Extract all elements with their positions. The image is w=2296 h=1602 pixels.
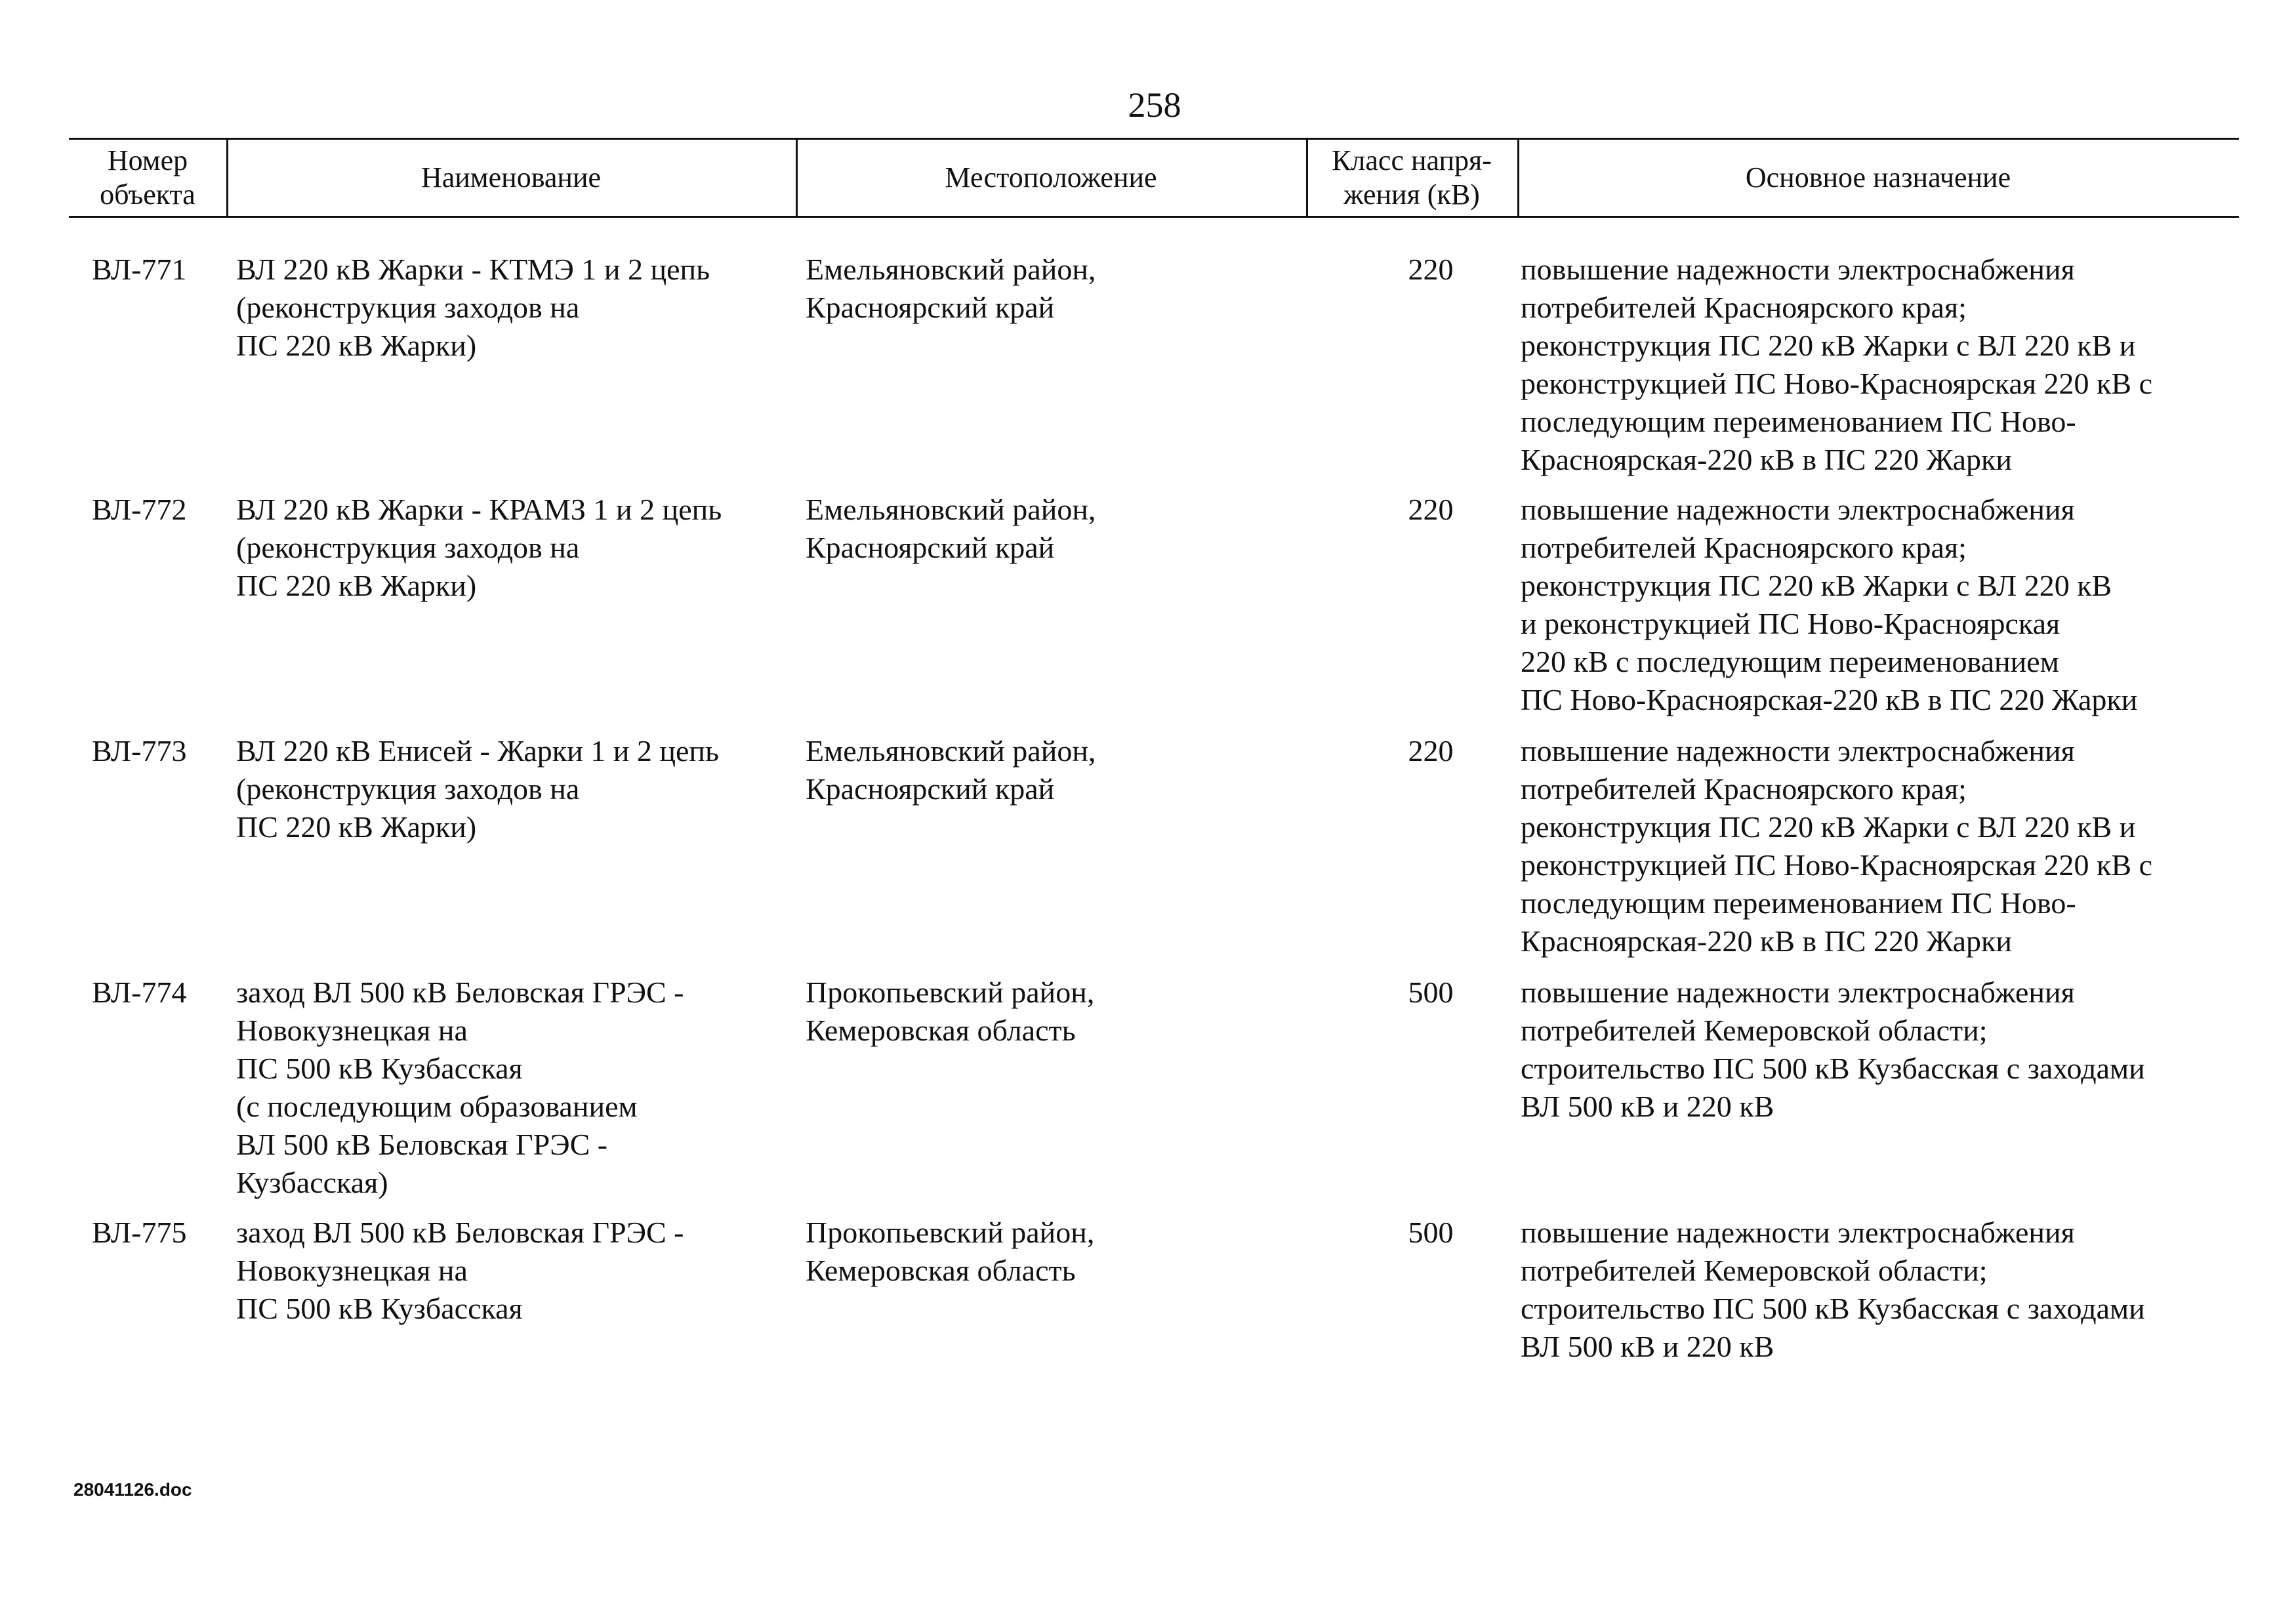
- object-name-line: заход ВЛ 500 кВ Беловская ГРЭС -: [236, 976, 684, 1009]
- voltage-class: 220: [1408, 734, 1454, 768]
- object-number: ВЛ-772: [92, 493, 187, 526]
- table-header: [69, 138, 2239, 218]
- object-location-line: Прокопьевский район,: [806, 1216, 1095, 1249]
- object-name-line: ПС 500 кВ Кузбасская: [236, 1292, 523, 1325]
- object-location-line: Красноярский край: [806, 291, 1055, 324]
- object-purpose-line: повышение надежности электроснабжения: [1521, 734, 2075, 768]
- object-name-line: (с последующим образованием: [236, 1090, 638, 1123]
- object-name: [236, 251, 710, 365]
- object-location: [806, 491, 1096, 567]
- object-purpose-line: 220 кВ с последующим переименованием: [1521, 645, 2059, 678]
- object-location-line: Емельяновский район,: [806, 493, 1096, 526]
- object-name-line: ВЛ 500 кВ Беловская ГРЭС -: [236, 1128, 608, 1161]
- object-purpose-line: реконструкцией ПС Ново-Красноярская 220 кВ с: [1521, 367, 2152, 400]
- object-name-line: (реконструкция заходов на: [236, 291, 580, 324]
- header-voltage-class-line: жения (кВ): [1343, 178, 1480, 211]
- voltage-class: 220: [1408, 493, 1454, 526]
- header-name: Наименование: [420, 161, 602, 194]
- object-name-line: заход ВЛ 500 кВ Беловская ГРЭС -: [236, 1216, 684, 1249]
- object-name-line: ПС 220 кВ Жарки): [236, 569, 477, 602]
- object-name-line: (реконструкция заходов на: [236, 772, 580, 806]
- object-purpose: [1521, 1214, 2145, 1366]
- object-name-line: ПС 220 кВ Жарки): [236, 810, 477, 844]
- header-object-number: [69, 140, 226, 216]
- object-number: ВЛ-771: [92, 253, 187, 286]
- header-purpose: Основное назначение: [1745, 161, 2011, 194]
- object-purpose-line: ПС Ново-Красноярская-220 кВ в ПС 220 Жарки: [1521, 683, 2138, 716]
- object-purpose: [1521, 732, 2152, 960]
- object-location-line: Красноярский край: [806, 772, 1055, 806]
- object-location: [806, 251, 1096, 327]
- object-purpose-line: ВЛ 500 кВ и 220 кВ: [1521, 1330, 1774, 1363]
- object-name-line: (реконструкция заходов на: [236, 531, 580, 564]
- object-purpose-line: повышение надежности электроснабжения: [1521, 253, 2075, 286]
- object-purpose-line: строительство ПС 500 кВ Кузбасская с заходами: [1521, 1052, 2145, 1085]
- object-name-line: ПС 500 кВ Кузбасская: [236, 1052, 523, 1085]
- object-purpose-line: повышение надежности электроснабжения: [1521, 493, 2075, 526]
- object-location-line: Емельяновский район,: [806, 253, 1096, 286]
- object-name-line: Новокузнецкая на: [236, 1014, 468, 1047]
- object-location-line: Емельяновский район,: [806, 734, 1096, 768]
- object-purpose-line: последующим переименованием ПС Ново-: [1521, 886, 2076, 920]
- object-purpose-line: потребителей Кемеровской области;: [1521, 1254, 1988, 1287]
- object-location: [806, 732, 1096, 808]
- object-purpose-line: потребителей Красноярского края;: [1521, 291, 1967, 324]
- object-name: [236, 1214, 684, 1328]
- object-purpose-line: потребителей Красноярского края;: [1521, 531, 1967, 564]
- header-object-number-line: Номер: [107, 144, 188, 176]
- object-purpose: [1521, 251, 2152, 479]
- object-purpose-line: последующим переименованием ПС Ново-: [1521, 405, 2076, 438]
- voltage-class: 500: [1408, 1216, 1454, 1249]
- object-name-line: ПС 220 кВ Жарки): [236, 329, 477, 362]
- object-location: [806, 1214, 1094, 1290]
- object-number: ВЛ-774: [92, 976, 187, 1009]
- voltage-class: 500: [1408, 976, 1454, 1009]
- header-location: Местоположение: [945, 161, 1157, 194]
- object-name-line: ВЛ 220 кВ Жарки - КРАМЗ 1 и 2 цепь: [236, 493, 722, 526]
- object-name: [236, 491, 722, 605]
- object-name-line: ВЛ 220 кВ Жарки - КТМЭ 1 и 2 цепь: [236, 253, 710, 286]
- header-voltage-class: [1306, 140, 1517, 216]
- object-purpose: [1521, 491, 2137, 719]
- object-number: ВЛ-775: [92, 1216, 187, 1249]
- object-purpose-line: строительство ПС 500 кВ Кузбасская с заходами: [1521, 1292, 2145, 1325]
- object-purpose-line: реконструкцией ПС Ново-Красноярская 220 кВ с: [1521, 848, 2152, 882]
- header-voltage-class-line: Класс напря-: [1332, 144, 1492, 176]
- object-purpose-line: и реконструкцией ПС Ново-Красноярская: [1521, 607, 2060, 640]
- object-purpose: [1521, 974, 2145, 1126]
- voltage-class: 220: [1408, 253, 1454, 286]
- object-purpose-line: Красноярская-220 кВ в ПС 220 Жарки: [1521, 924, 2012, 958]
- object-location: [806, 974, 1094, 1050]
- object-location-line: Прокопьевский район,: [806, 976, 1095, 1009]
- object-name-line: Кузбасская): [236, 1166, 388, 1199]
- object-name: [236, 732, 719, 846]
- object-location-line: Кемеровская область: [806, 1254, 1076, 1287]
- page-number: 258: [1128, 85, 1181, 125]
- object-purpose-line: Красноярская-220 кВ в ПС 220 Жарки: [1521, 443, 2012, 476]
- document-filename: 28041126.doc: [73, 1479, 192, 1500]
- object-purpose-line: ВЛ 500 кВ и 220 кВ: [1521, 1090, 1774, 1123]
- object-purpose-line: повышение надежности электроснабжения: [1521, 1216, 2075, 1249]
- object-name: [236, 974, 684, 1202]
- object-purpose-line: реконструкция ПС 220 кВ Жарки с ВЛ 220 кВ и: [1521, 329, 2136, 362]
- object-purpose-line: реконструкция ПС 220 кВ Жарки с ВЛ 220 кВ: [1521, 569, 2112, 602]
- object-purpose-line: потребителей Кемеровской области;: [1521, 1014, 1988, 1047]
- header-object-number-line: объекта: [100, 178, 195, 211]
- object-purpose-line: потребителей Красноярского края;: [1521, 772, 1967, 806]
- object-location-line: Кемеровская область: [806, 1014, 1076, 1047]
- object-name-line: Новокузнецкая на: [236, 1254, 468, 1287]
- object-number: ВЛ-773: [92, 734, 187, 768]
- object-name-line: ВЛ 220 кВ Енисей - Жарки 1 и 2 цепь: [236, 734, 720, 768]
- object-purpose-line: повышение надежности электроснабжения: [1521, 976, 2075, 1009]
- object-purpose-line: реконструкция ПС 220 кВ Жарки с ВЛ 220 кВ и: [1521, 810, 2136, 844]
- object-location-line: Красноярский край: [806, 531, 1055, 564]
